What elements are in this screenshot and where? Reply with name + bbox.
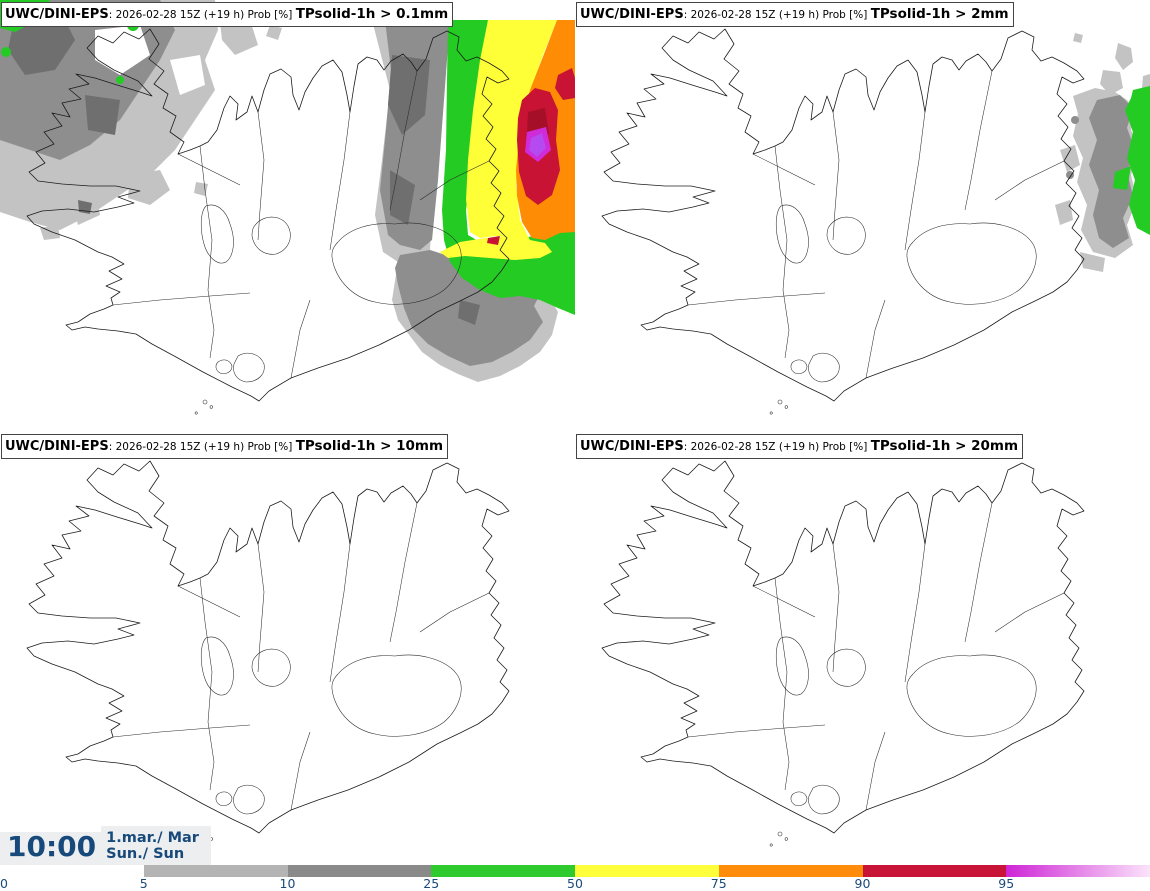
colorbar-segment — [1006, 865, 1150, 877]
panel-title — [576, 2, 1014, 27]
colorbar-tick: 90 — [854, 876, 871, 891]
panel-title — [1, 2, 453, 27]
colorbar-tick: 0 — [0, 876, 8, 891]
valid-date: 1.mar./ Mar — [106, 830, 199, 846]
colorbar-tick-labels — [0, 877, 1150, 891]
colorbar-segment — [288, 865, 432, 877]
run-info: : 2026-02-28 15Z (+19 h) Prob [%] — [108, 9, 296, 21]
model-name: UWC/DINI-EPS — [580, 7, 684, 22]
colorbar-tick: 95 — [998, 876, 1015, 891]
panel-prob-20mm — [575, 432, 1150, 863]
iceland-map — [602, 451, 1084, 846]
colorbar-segment — [0, 865, 144, 877]
run-info: : 2026-02-28 15Z (+19 h) Prob [%] — [683, 441, 871, 453]
run-info: : 2026-02-28 15Z (+19 h) Prob [%] — [108, 441, 296, 453]
valid-time-box — [0, 832, 101, 865]
iceland-map — [27, 451, 509, 846]
map-canvas — [0, 0, 575, 431]
colorbar-tick: 10 — [279, 876, 296, 891]
model-name: UWC/DINI-EPS — [5, 439, 109, 454]
map-canvas — [0, 432, 575, 863]
map-canvas — [575, 0, 1150, 431]
variable-threshold: TPsolid-1h > 2mm — [870, 6, 1009, 22]
colorbar-segment — [719, 865, 863, 877]
valid-date-box — [101, 826, 211, 865]
variable-threshold: TPsolid-1h > 0.1mm — [295, 6, 449, 22]
model-name: UWC/DINI-EPS — [5, 7, 109, 22]
colorbar-segment — [431, 865, 575, 877]
valid-day: Sun./ Sun — [106, 846, 185, 862]
colorbar-segment — [575, 865, 719, 877]
panel-title — [1, 434, 448, 459]
colorbar-segment — [863, 865, 1007, 877]
run-info: : 2026-02-28 15Z (+19 h) Prob [%] — [683, 9, 871, 21]
panel-prob-10mm — [0, 432, 575, 863]
colorbar-tick: 50 — [567, 876, 583, 891]
panel-prob-0_1mm — [0, 0, 575, 431]
valid-time: 10:00 — [7, 830, 97, 863]
iceland-map — [602, 19, 1084, 414]
variable-threshold: TPsolid-1h > 10mm — [295, 438, 444, 454]
probability-field — [0, 0, 575, 382]
map-canvas — [575, 432, 1150, 863]
panel-prob-2mm — [575, 0, 1150, 431]
colorbar-tick: 5 — [139, 876, 148, 891]
colorbar-tick: 25 — [423, 876, 440, 891]
colorbar-segment — [144, 865, 288, 877]
panel-title — [576, 434, 1023, 459]
variable-threshold: TPsolid-1h > 20mm — [870, 438, 1019, 454]
valid-time-block — [0, 826, 211, 865]
model-name: UWC/DINI-EPS — [580, 439, 684, 454]
colorbar-tick: 75 — [710, 876, 727, 891]
